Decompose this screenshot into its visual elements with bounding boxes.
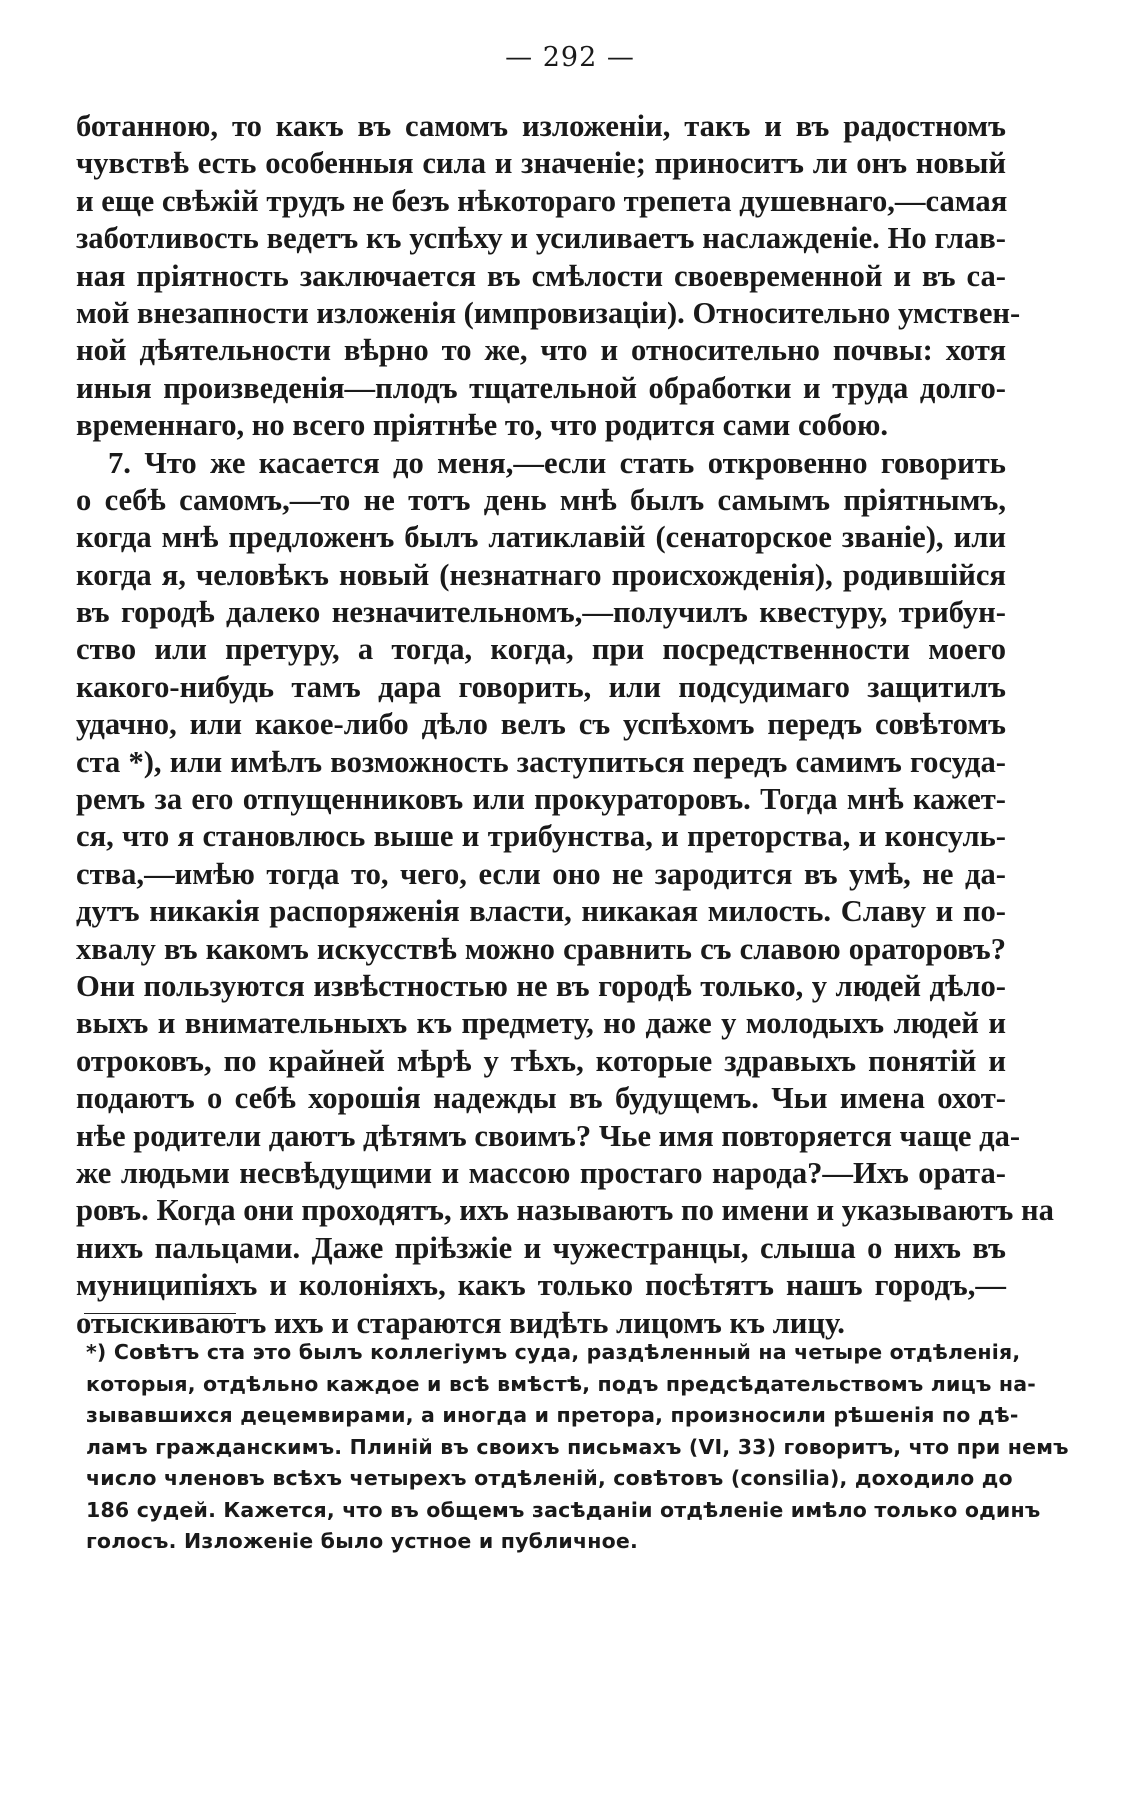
footnote-line: ламъ гражданскимъ. Плиній въ своихъ письмахъ (VI, 33) говоритъ, что при немъ [86,1434,1069,1459]
text-line: 7. Что же касается до меня,—если стать откровенно говорить [108,445,1006,480]
text-line: о себѣ самомъ,—то не тотъ день мнѣ былъ самымъ пріятнымъ, [76,482,1006,517]
text-line: подаютъ о себѣ хорошія надежды въ будущемъ. Чьи имена охот- [76,1081,1006,1116]
footnote-divider [84,1313,236,1314]
text-line: ботанною, то какъ въ самомъ изложеніи, такъ и въ радостномъ [76,109,1006,143]
text-line: въ городѣ далеко незначительномъ,—получилъ квестуру, трибун- [76,595,1006,630]
text-line: ся, что я становлюсь выше и трибунства, и преторства, и консуль- [76,819,1006,854]
footnote [86,1337,1069,1558]
text-line: нихъ пальцами. Даже пріѣзжіе и чужестранцы, слыша о нихъ въ [76,1230,1006,1265]
text-line: отроковъ, по крайней мѣрѣ у тѣхъ, которые здравыхъ понятій и [76,1043,1006,1078]
main-text [76,108,1054,1342]
text-line: дутъ никакія распоряженія власти, никакая милость. Славу и по- [76,894,1006,929]
text-line: хвалу въ какомъ искусствѣ можно сравнить съ славою ораторовъ? [76,931,1006,966]
text-line: и еще свѣжій трудъ не безъ нѣкотораго трепета душевнаго,—самая [76,183,1008,218]
text-line: временнаго, но всего пріятнѣе то, что родится сами собою. [76,408,889,443]
text-line: когда я, человѣкъ новый (незнатнаго происхожденія), родившійся [76,557,1006,592]
text-line: выхъ и внимательныхъ къ предмету, но даже у молодыхъ людей и [76,1006,1006,1041]
text-line: ста *), или имѣлъ возможность заступиться передъ самимъ госуда- [76,744,1006,779]
text-line: мой внезапности изложенія (импровизаціи). Относительно умствен- [76,295,1021,330]
text-line: муниципіяхъ и колоніяхъ, какъ только посѣтятъ нашъ городъ,— [76,1268,1006,1303]
text-line: ства,—имѣю тогда то, чего, если оно не зародится въ умѣ, не да- [76,856,1006,891]
text-line: заботливость ведетъ къ успѣху и усиливаетъ наслажденіе. Но глав- [76,221,1006,256]
footnote-line: 186 судей. Кажется, что въ общемъ засѣданіи отдѣленіе имѣло только одинъ [86,1497,1041,1522]
text-line: Они пользуются извѣстностью не въ городѣ только, у людей дѣло- [76,968,1006,1003]
footnote-line: зывавшихся децемвирами, а иногда и претора, произносили рѣшенія по дѣ- [86,1403,1019,1427]
text-line: чувствѣ есть особенныя сила и значеніе; приноситъ ли онъ новый [76,146,1006,181]
footnote-line: которыя, отдѣльно каждое и всѣ вмѣстѣ, подъ предсѣдательствомъ лицъ на- [86,1371,1037,1396]
text-line: удачно, или какое-либо дѣло велъ съ успѣхомъ передъ совѣтомъ [76,707,1006,742]
footnote-line: число членовъ всѣхъ четырехъ отдѣленій, совѣтовъ (consilia), доходило до [86,1466,1013,1490]
text-line: ной дѣятельности вѣрно то же, что и относительно почвы: хотя [76,333,1006,368]
text-line: ремъ за его отпущенниковъ или прокураторовъ. Тогда мнѣ кажет- [76,782,1006,817]
text-line: нѣе родители даютъ дѣтямъ своимъ? Чье имя повторяется чаще да- [76,1118,1021,1153]
page-number: — 292 — [505,42,635,73]
text-line: когда мнѣ предложенъ былъ латиклавій (сенаторское званіе), или [76,520,1006,555]
text-line: иныя произведенія—плодъ тщательной обработки и труда долго- [76,370,1006,405]
text-line: отыскиваютъ ихъ и стараются видѣть лицомъ къ лицу. [76,1305,845,1340]
text-line: же людьми несвѣдущими и массою простаго народа?—Ихъ ората- [76,1155,1006,1190]
footnote-line: *) Совѣтъ ста это былъ коллегіумъ суда, раздѣленный на четыре отдѣленія, [86,1340,1021,1364]
footnote-line: голосъ. Изложеніе было устное и публичное. [86,1529,638,1553]
text-line: ровъ. Когда они проходятъ, ихъ называютъ по имени и указываютъ на [76,1193,1054,1228]
text-line: какого-нибудь тамъ дара говорить, или подсудимаго защитилъ [76,669,1006,704]
text-line: ство или претуру, а тогда, когда, при посредственности моего [76,632,1006,667]
text-line: ная пріятность заключается въ смѣлости своевременной и въ са- [76,258,1006,293]
